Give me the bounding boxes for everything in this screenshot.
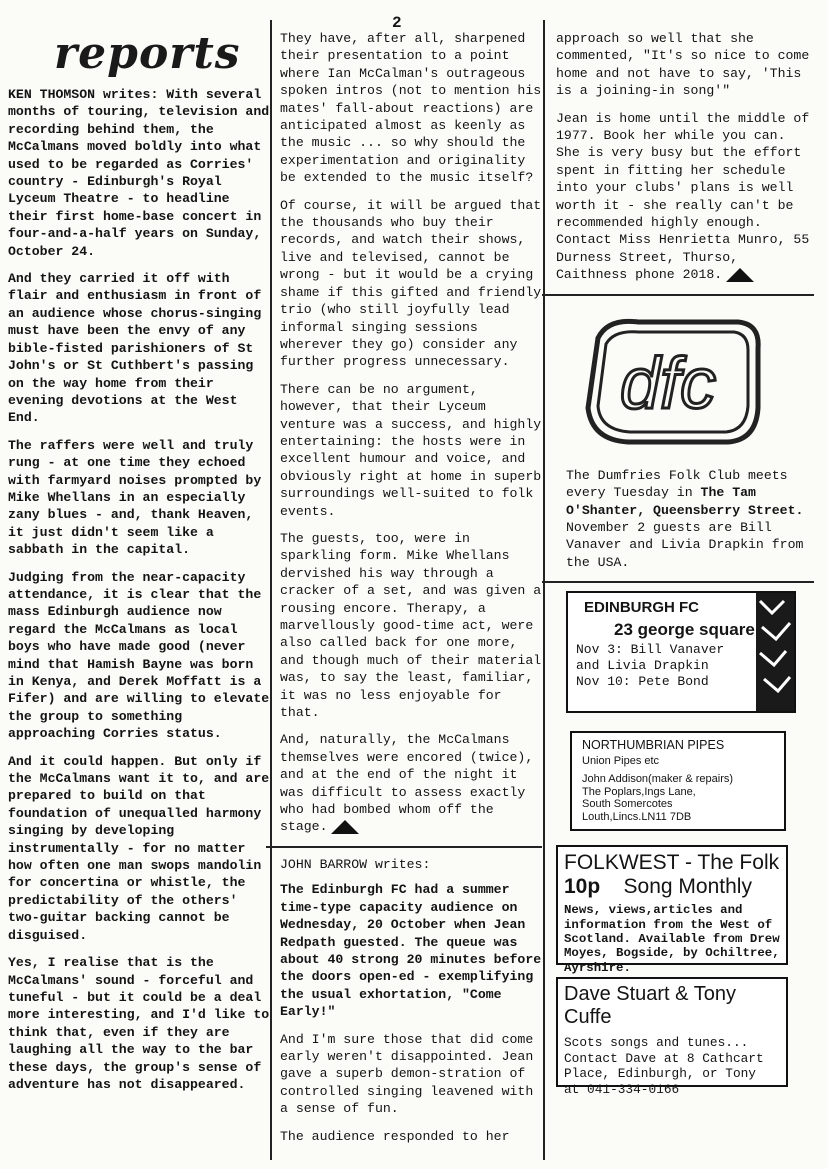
section-rule bbox=[542, 294, 814, 296]
paragraph: And it could happen. But only if the McCalmans want it to, and are prepared to build on that foundation of unequalled harmony singing by developing instrumentally - for no matter how often one man swops mandolin for concertina or whistle, the predictability of the others' two-guitar backing cannot be disguised. bbox=[8, 753, 270, 943]
folkwest-body: News, views,articles and information from the West of Scotland. Available from Drew Moyes, Bogside, by Ochiltree, Ayrshire. bbox=[564, 903, 780, 975]
pipes-line: The Poplars,Ings Lane, bbox=[582, 785, 696, 798]
edinburgh-fc-ad bbox=[566, 591, 796, 713]
dfc-caption-a: The Dumfries Folk Club meets every Tuesday in bbox=[566, 467, 788, 501]
pipes-line: Union Pipes etc bbox=[582, 754, 660, 767]
dfc-caption-c: November 2 guests are Bill Vanaver and Livia Drapkin from the USA. bbox=[566, 519, 804, 570]
stuart-cuffe-body: Scots songs and tunes... Contact Dave at 8 Cathcart Place, Edinburgh, or Tony at 041-334-0166 bbox=[564, 1035, 764, 1097]
dfc-caption bbox=[566, 467, 814, 571]
pipes-line: John Addison(maker & repairs) bbox=[582, 773, 734, 786]
column-divider bbox=[543, 20, 545, 1160]
pipes-line: Louth,Lincs.LN11 7DB bbox=[582, 810, 692, 823]
paragraph bbox=[280, 731, 542, 835]
paragraph: Of course, it will be argued that the thousands who buy their records, and watch their shows, live and televised, cannot be wrong - but it would be a crying shame if this gifted and friendly trio (who still joyfully lead informal singing sessions wherever they go) consider any further progress unnecessary. bbox=[280, 197, 542, 370]
section-rule bbox=[542, 581, 814, 583]
efc-line: Nov 10: Pete Bond bbox=[576, 674, 709, 690]
folkwest-subtitle: Song Monthly bbox=[623, 875, 752, 899]
stuart-cuffe-ad bbox=[556, 977, 788, 1097]
paragraph: The raffers were well and truly rung - at one time they echoed with farmyard noises prompted by Mike Whellans in an especially zany blues - and, thank Heaven, it just didn't seem like a sabbath in the capital. bbox=[8, 437, 262, 558]
masthead: reports bbox=[54, 28, 241, 79]
decorative-pattern-icon bbox=[756, 593, 794, 711]
paragraph: They have, after all, sharpened their presentation to a point where Ian McCalman's outrageous spoken intros (not to mention his mates' fall-about reactions) are anticipated almost as keenly as the music ... so why should the experimentation and originality be extended to the music itself? bbox=[280, 31, 542, 186]
northumbrian-pipes-ad bbox=[570, 731, 786, 831]
folkwest-heading: FOLKWEST - The Folk bbox=[564, 851, 780, 875]
paragraph: Yes, I realise that is the McCalmans' sound - forceful and tuneful - but it could be a deal more interesting, and I'd like to think that, even if they are laughing all the way to the bar these days, the group's sense of adventure has not disappeared. bbox=[8, 955, 270, 1092]
pipes-title: NORTHUMBRIAN PIPES bbox=[582, 738, 725, 753]
byline: JOHN BARROW writes: bbox=[280, 856, 431, 872]
paragraph: The guests, too, were in sparkling form. Mike Whellans dervished his way through a cracker of a set, and was given a rousing encore. Therapy, a marvellously good-time act, were also called back for one more, and though much of their material was, to say the least, familiar, it was no less enjoyable for that. bbox=[280, 530, 542, 721]
paragraph: There can be no argument, however, that their Lyceum venture was a success, and highly entertaining: the hosts were in excellent humour and voice, and obviously right at home in superb surroundings well-suited to folk events. bbox=[280, 381, 542, 519]
paragraph: And I'm sure those that did come early weren't disappointed. Jean gave a superb demon-stration of controlled singing leavened with a sense of fun. bbox=[280, 1031, 534, 1117]
paragraph bbox=[556, 110, 814, 284]
folkwest-price: 10p bbox=[564, 875, 601, 899]
end-triangle-icon bbox=[331, 820, 359, 834]
folkwest-heading-2 bbox=[564, 875, 780, 899]
pipes-line: South Somercotes bbox=[582, 798, 673, 811]
stuart-cuffe-title: Dave Stuart & Tony Cuffe bbox=[564, 983, 736, 1029]
dfc-logo-icon bbox=[568, 308, 768, 458]
paragraph: And they carried it off with flair and enthusiasm in front of an audience whose chorus-singing must have been the envy of any bible-fisted parishioners of St John's or St Cuthbert's passing on the way home from their evening devotions at the West End. bbox=[8, 271, 262, 426]
efc-address: 23 george square bbox=[614, 620, 755, 640]
column-1 bbox=[8, 14, 270, 1103]
dfc-logo-text: dfc bbox=[619, 343, 717, 424]
dfc-venue: The Tam O'Shanter, Queensberry Street. bbox=[566, 485, 804, 518]
paragraph: The audience responded to her bbox=[280, 1128, 510, 1144]
paragraph: approach so well that she commented, "It's so nice to come home and not have to say, 'This is a joining-in song'" bbox=[556, 31, 810, 99]
column-divider bbox=[270, 20, 272, 1160]
section-rule bbox=[266, 846, 542, 848]
paragraph: KEN THOMSON writes: With several months of touring, television and recording behind them, the McCalmans moved boldly into what used to be regarded as Corries' country - Edinburgh's Royal Lyceum Theatre - to headline their first home-base concert in four-and-a-half years on Sunday, October 24. bbox=[8, 87, 270, 259]
end-triangle-icon bbox=[726, 268, 754, 282]
paragraph: Judging from the near-capacity attendance, it is clear that the mass Edinburgh audience now regard the McCalmans as local boys who have made good (never mind that Hamish Bayne was born in Kenya, and Derek Moffatt is a Fifer) and are willing to elevate the group to something approaching Corries status. bbox=[8, 569, 270, 742]
paragraph-text: Jean is home until the middle of 1977. Book her while you can. She is very busy but the effort spent in fitting her schedule into your clubs' plans is well worth it - she really can't be recommended highly enough. Contact Miss Henrietta Munro, 55 Durness Street, Thurso, Caithness phone 2018. bbox=[556, 110, 810, 283]
efc-title: EDINBURGH FC bbox=[584, 599, 699, 617]
efc-line: Nov 3: Bill Vanaver bbox=[576, 642, 725, 658]
paragraph: The Edinburgh FC had a summer time-type capacity audience on Wednesday, 20 October when Jean Redpath guested. The queue was about 40 strong 20 minutes before the doors open-ed - exemplifying the usual exhortation, "Come Early!" bbox=[280, 882, 542, 1020]
paragraph-text: And, naturally, the McCalmans themselves were encored (twice), and at the end of the night it was difficult to assess exactly who had bombed whom off the stage. bbox=[280, 732, 534, 835]
efc-line: and Livia Drapkin bbox=[576, 658, 709, 674]
column-2 bbox=[280, 30, 542, 1155]
column-3 bbox=[556, 30, 814, 1097]
page-number: 2 bbox=[392, 14, 402, 32]
folkwest-ad bbox=[556, 845, 788, 975]
